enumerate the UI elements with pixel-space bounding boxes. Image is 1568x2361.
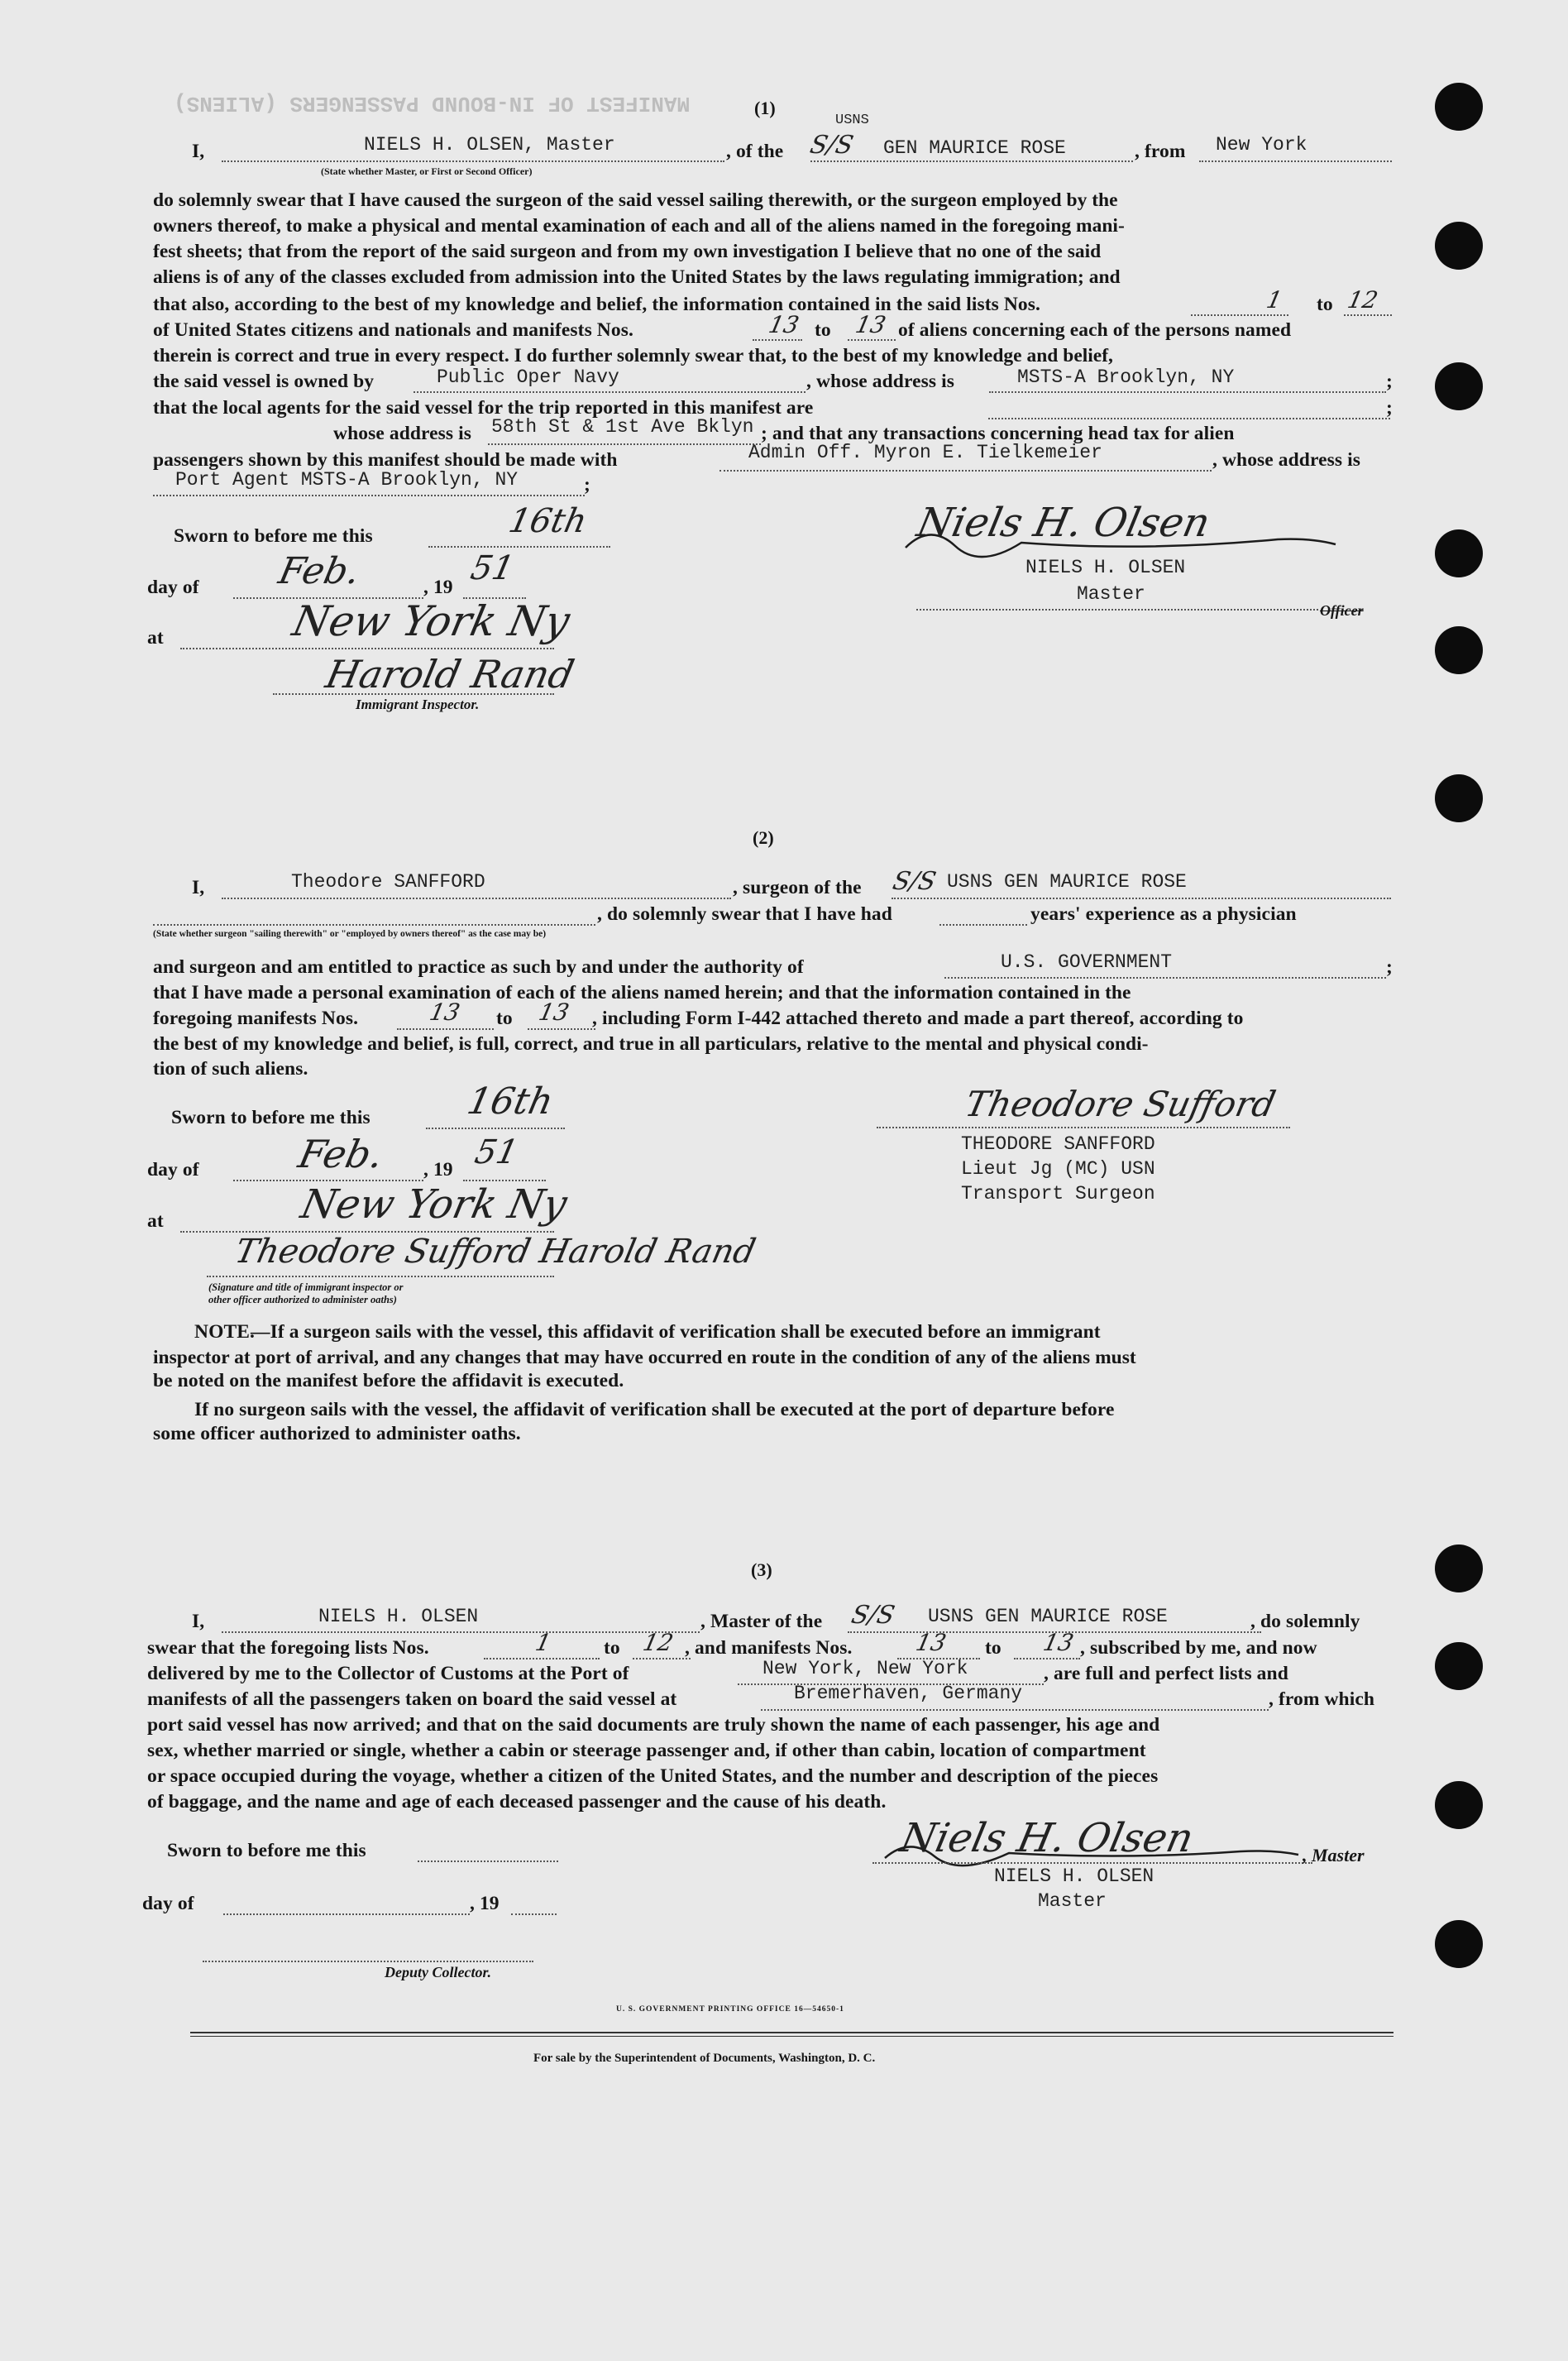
s3-line-5: port said vessel has now arrived; and that on the said documents are truly shown the name of each passenger, his age and	[147, 1714, 1160, 1736]
authority-label: and surgeon and am entitled to practice as such by and under the authority of	[153, 956, 804, 978]
s3-line-2c: , subscribed by me, and now	[1080, 1637, 1317, 1659]
to-label: to	[604, 1637, 620, 1659]
s3-line-2: swear that the foregoing lists Nos.	[147, 1637, 429, 1659]
note-line-2: inspector at port of arrival, and any changes that may have occurred en route in the condition of any of the aliens must	[153, 1347, 1136, 1368]
year-prefix: , 19	[423, 1159, 453, 1180]
punch-hole	[1435, 529, 1483, 577]
master-suffix: , Master	[1303, 1845, 1365, 1865]
oath-line-2: owners thereof, to make a physical and mental examination of each and all of the aliens named in the foregoing mani-	[153, 215, 1125, 237]
s3-line-7: or space occupied during the voyage, whether a citizen of the United States, and the number and description of the pieces	[147, 1765, 1159, 1787]
sworn-label: Sworn to before me this	[171, 1107, 370, 1128]
punch-hole	[1435, 1920, 1483, 1968]
ss-mark: S/S	[890, 867, 939, 896]
agents-address: 58th St & 1st Ave Bklyn	[491, 416, 754, 438]
master-name: NIELS H. OLSEN, Master	[364, 134, 615, 156]
pronoun: I,	[192, 877, 205, 898]
manifests-to: 13	[853, 311, 889, 338]
surgeon-name: Theodore SANFFORD	[291, 871, 485, 893]
sworn-label: Sworn to before me this	[167, 1840, 366, 1861]
inspector-signature: Harold Rand	[322, 652, 578, 697]
punch-hole	[1435, 1544, 1483, 1592]
sworn-place: New York Ny	[288, 597, 575, 645]
departure-port: Bremerhaven, Germany	[794, 1683, 1023, 1704]
witness-signatures: Theodore Sufford Harold Rand	[232, 1233, 759, 1271]
transactions-label: ; and that any transactions concerning head tax for alien	[761, 423, 1235, 444]
to-label: to	[496, 1008, 513, 1029]
head-tax-agent: Admin Off. Myron E. Tielkemeier	[748, 442, 1102, 463]
surgeon-line-6: tion of such aliens.	[153, 1058, 308, 1080]
sworn-month: Feb.	[294, 1132, 388, 1176]
manifests-line: of United States citizens and nationals and manifests Nos.	[153, 319, 633, 341]
sworn-place: New York Ny	[297, 1181, 571, 1228]
owner-address: MSTS-A Brooklyn, NY	[1017, 366, 1235, 388]
s3-manifests-to: 13	[1040, 1629, 1077, 1656]
day-of-label: day of	[147, 577, 199, 598]
section-2-number: (2)	[753, 827, 774, 848]
sworn-day: 16th	[505, 502, 590, 540]
of-the-label: , of the	[726, 141, 784, 162]
sworn-label: Sworn to before me this	[174, 525, 373, 547]
master-title: Master	[1077, 583, 1145, 605]
pronoun: I,	[192, 1611, 205, 1632]
oath-line-5: that also, according to the best of my knowledge and belief, the information contained in the said lists Nos.	[153, 294, 1040, 315]
surgeon-line-4-end: , including Form I-442 attached thereto and made a part thereof, according to	[592, 1008, 1244, 1029]
note-line-3: be noted on the manifest before the affidavit is executed.	[153, 1370, 624, 1391]
oath-line-1: do solemnly swear that I have caused the surgeon of the said vessel sailing therewith, or the surgeon employed by the	[153, 189, 1118, 211]
arrival-port: New York, New York	[762, 1658, 968, 1679]
master-typed-name: NIELS H. OLSEN	[1025, 557, 1186, 578]
at-label: at	[147, 1210, 164, 1232]
punch-hole	[1435, 222, 1483, 270]
to-label: to	[985, 1637, 1002, 1659]
surgeon-vessel: USNS GEN MAURICE ROSE	[947, 871, 1187, 893]
agents-address-label: whose address is	[333, 423, 472, 444]
oath-line-3: fest sheets; that from the report of the said surgeon and from my own investigation I believe that no one of the said	[153, 241, 1102, 262]
master-signature: Niels H. Olsen	[896, 1815, 1198, 1861]
note2-line-2: some officer authorized to administer oaths.	[153, 1423, 521, 1444]
vessel-owner: Public Oper Navy	[437, 366, 619, 388]
to-label: to	[1317, 294, 1333, 315]
surgeon-signature: Theodore Sufford	[961, 1084, 1279, 1124]
master-typed-name: NIELS H. OLSEN	[994, 1865, 1154, 1887]
surgeon-title: Transport Surgeon	[961, 1183, 1155, 1204]
at-label: at	[147, 627, 164, 649]
lists-to: 12	[1345, 286, 1381, 314]
lists-from: 1	[1264, 286, 1285, 314]
master-of-label: , Master of the	[700, 1611, 823, 1632]
usns-mark: USNS	[835, 113, 869, 128]
punch-hole	[1435, 1781, 1483, 1829]
s3-line-3b: , are full and perfect lists and	[1044, 1663, 1288, 1684]
to-label: to	[815, 319, 831, 341]
section-1-number: (1)	[754, 98, 776, 118]
note-line-1: —If a surgeon sails with the vessel, this affidavit of verification shall be executed before an immigrant	[251, 1321, 1101, 1343]
sworn-year: 51	[467, 549, 518, 587]
from-port: New York	[1216, 134, 1307, 156]
surgeon-line-3: that I have made a personal examination of each of the aliens named herein; and that the information contained in the	[153, 982, 1131, 1003]
s3-manifests-from: 13	[913, 1629, 949, 1656]
vessel-name: GEN MAURICE ROSE	[883, 137, 1066, 159]
s3-lists-from: 1	[533, 1629, 554, 1656]
punch-hole	[1435, 83, 1483, 131]
section-3-number: (3)	[751, 1559, 772, 1580]
manifests-line-end: of aliens concerning each of the persons named	[898, 319, 1292, 341]
s3-line-4b: , from which	[1269, 1688, 1375, 1710]
ss-mark: S/S	[807, 131, 856, 160]
punch-hole	[1435, 774, 1483, 822]
note-label: NOTE.	[194, 1321, 255, 1343]
surgeon-caption: (State whether surgeon "sailing therewith" or "employed by owners thereof" as the case may be)	[153, 929, 547, 939]
from-label: , from	[1135, 141, 1186, 162]
master-name: NIELS H. OLSEN	[318, 1606, 479, 1627]
for-sale-notice: For sale by the Superintendent of Documents, Washington, D. C.	[533, 2052, 876, 2065]
collector-caption: Deputy Collector.	[385, 1964, 491, 1980]
witness-caption-1: (Signature and title of immigrant inspector or	[208, 1281, 404, 1293]
surgeon-typed-name: THEODORE SANFFORD	[961, 1133, 1155, 1155]
sworn-year: 51	[471, 1133, 522, 1171]
punch-hole	[1435, 626, 1483, 674]
vessel-name: USNS GEN MAURICE ROSE	[928, 1606, 1168, 1627]
s3-line-3: delivered by me to the Collector of Customs at the Port of	[147, 1663, 629, 1684]
day-of-label: day of	[147, 1159, 199, 1180]
owner-address-label: , whose address is	[806, 371, 954, 392]
master-signature: Niels H. Olsen	[913, 500, 1214, 546]
owned-by-label: the said vessel is owned by	[153, 371, 375, 392]
inspector-caption: Immigrant Inspector.	[356, 697, 480, 712]
note2-line-1: If no surgeon sails with the vessel, the affidavit of verification shall be executed at the port of departure before	[194, 1399, 1115, 1420]
punch-hole	[1435, 362, 1483, 410]
manifest-page: MANIFEST OF IN-BOUND PASSENGERS (ALIENS) (1) I, NIELS H. OLSEN, Master (State whether Master, or First or Second Officer) , of the USNS S/S GEN MAURICE ROSE , from New York do solemnly swear that I have caused the surgeon of the said vessel sailing therewith, or the surgeon employed by the owners thereof, to make a physical and mental examination of each and all of the aliens named in the foregoing mani- fest sheets; that from the report of the said surgeon and from my own investigation I believe that no one of the said aliens is of any of the classes excluded from admission into the United States by the laws regulating immigration; and that also, according to the best of my knowledge and belief, the information contained in the said lists Nos. 1 to 12 of United States citizens and nationals and manifests Nos. 13 to 13 of aliens concerning each of the persons named therein is correct and true in every respect. I do further solemnly swear that, to the best of my knowledge and belief, the said vessel is owned by Public Oper Navy , whose address is MSTS-A Brooklyn, NY ; that the local agents for the said vessel for the trip reported in this manifest are ; whose address is 58th St & 1st Ave Bklyn ; and that any transactions concerning head tax for alien passengers shown by this manifest should be made with Admin Off. Myron E. Tielkemeier , whose address is Port Agent MSTS-A Brooklyn, NY ; Sworn to before me this 16th day of Feb. , 19 51 at New York Ny Harold Rand Immigrant Inspector. Niels H. Olsen NIELS H. OLSEN Master Officer (2) I, Theodore SANFFORD , surgeon of the S/S USNS GEN MAURICE ROSE , do solemnly swear that I have had years' experience as a physician (State whether surgeon "sailing therewith" or "employed by owners thereof" as the case may be) and surgeon and am entitled to practice as such by and under the authority of U.S. GOVERNMENT ; that I have made a personal examination of each of the aliens named herein; and that the information contained in the foregoing manifests Nos. 13 to 13 , including Form I-442 attached thereto and made a part thereof, according to the best of my knowledge and belief, is full, correct, and true in all particulars, relative to the mental and physical condi- tion of such aliens. Sworn to before me this 16th day of Feb. , 19 51 at New York Ny Theodore Sufford Harold Rand (Signature and title of immigrant inspector or other officer authorized to administer oaths) Theodore Sufford THEODORE SANFFORD Lieut Jg (MC) USN Transport Surgeon NOTE. —If a surgeon sails with the vessel, this affidavit of verification shall be executed before an immigrant inspector at port of arrival, and any changes that may have occurred en route in the condition of any of the aliens must be noted on the manifest before the affidavit is executed. If no surgeon sails with the vessel, the affidavit of verification shall be executed at the port of departure before some officer authorized to administer oaths. (3) I, NIELS H. OLSEN , Master of the S/S USNS GEN MAURICE ROSE , do solemnly swear that the foregoing lists Nos. 1 to 12 , and manifests Nos. 13 to 13 , subscribed by me, and now delivered by me to the Collector of Customs at the Port of New York, New York , are full and perfect lists and manifests of all the passengers taken on board the said vessel at Bremerhaven, Germany , from which port said vessel has now arrived; and that on the said documents are truly shown the name of each passenger, his age and sex, whether married or single, whether a cabin or steerage passenger and, if other than cabin, location of compartment or space occupied during the voyage, whether a citizen of the United States, and the number and description of the pieces of baggage, and the name and age of each deceased passenger and the cause of his death. Sworn to before me this day of , 19 Deputy Collector. Niels H. Olsen , Master NIELS H. OLSEN Master U. S. GOVERNMENT PRINTING OFFICE 16—54650-1 For sale by the Superintendent of Documents, Washington, D. C.	[0, 0, 1568, 2361]
pronoun: I,	[192, 141, 205, 162]
surgeon-rank: Lieut Jg (MC) USN	[961, 1158, 1155, 1180]
s3-line-4: manifests of all the passengers taken on board the said vessel at	[147, 1688, 677, 1710]
surgeon-manifests-from: 13	[427, 999, 463, 1026]
sworn-month: Feb.	[275, 550, 364, 592]
authority: U.S. GOVERNMENT	[1001, 951, 1173, 973]
officer-label: Officer	[1320, 602, 1364, 619]
whose-address-label: , whose address is	[1212, 449, 1360, 471]
surgeon-of-label: , surgeon of the	[733, 877, 862, 898]
year-prefix: , 19	[423, 577, 453, 598]
manifests-from: 13	[766, 311, 802, 338]
sworn-day: 16th	[463, 1080, 557, 1123]
oath-line-4: aliens is of any of the classes excluded from admission into the United States by the laws regulating immigration; and	[153, 266, 1121, 288]
s3-line-2b: , and manifests Nos.	[685, 1637, 853, 1659]
solemnly-label: , do solemnly	[1250, 1611, 1360, 1632]
master-title: Master	[1038, 1890, 1107, 1912]
passengers-label: passengers shown by this manifest should be made with	[153, 449, 618, 471]
head-tax-address: Port Agent MSTS-A Brooklyn, NY	[175, 469, 519, 491]
role-caption: (State whether Master, or First or Second Officer)	[321, 165, 533, 177]
surgeon-line-4: foregoing manifests Nos.	[153, 1008, 359, 1029]
years-label: years' experience as a physician	[1030, 903, 1297, 925]
ss-mark: S/S	[849, 1601, 897, 1630]
witness-caption-2: other officer authorized to administer oaths)	[208, 1294, 397, 1305]
bleed-through-header: MANIFEST OF IN-BOUND PASSENGERS (ALIENS)	[174, 91, 691, 116]
s3-line-6: sex, whether married or single, whether a cabin or steerage passenger and, if other than cabin, location of compartment	[147, 1740, 1146, 1761]
agents-label: that the local agents for the said vessel for the trip reported in this manifest are	[153, 397, 814, 419]
s3-line-8: of baggage, and the name and age of each deceased passenger and the cause of his death.	[147, 1791, 887, 1813]
printing-office: U. S. GOVERNMENT PRINTING OFFICE 16—54650-1	[616, 2005, 844, 2014]
year-prefix: , 19	[470, 1893, 500, 1914]
swear-label: , do solemnly swear that I have had	[597, 903, 892, 925]
surgeon-manifests-to: 13	[536, 999, 572, 1026]
oath-line-7: therein is correct and true in every respect. I do further solemnly swear that, to the best of my knowledge and belief,	[153, 345, 1113, 366]
surgeon-line-5: the best of my knowledge and belief, is full, correct, and true in all particulars, relative to the mental and physical condi-	[153, 1033, 1149, 1055]
s3-lists-to: 12	[640, 1629, 676, 1656]
punch-hole	[1435, 1642, 1483, 1690]
day-of-label: day of	[142, 1893, 194, 1914]
